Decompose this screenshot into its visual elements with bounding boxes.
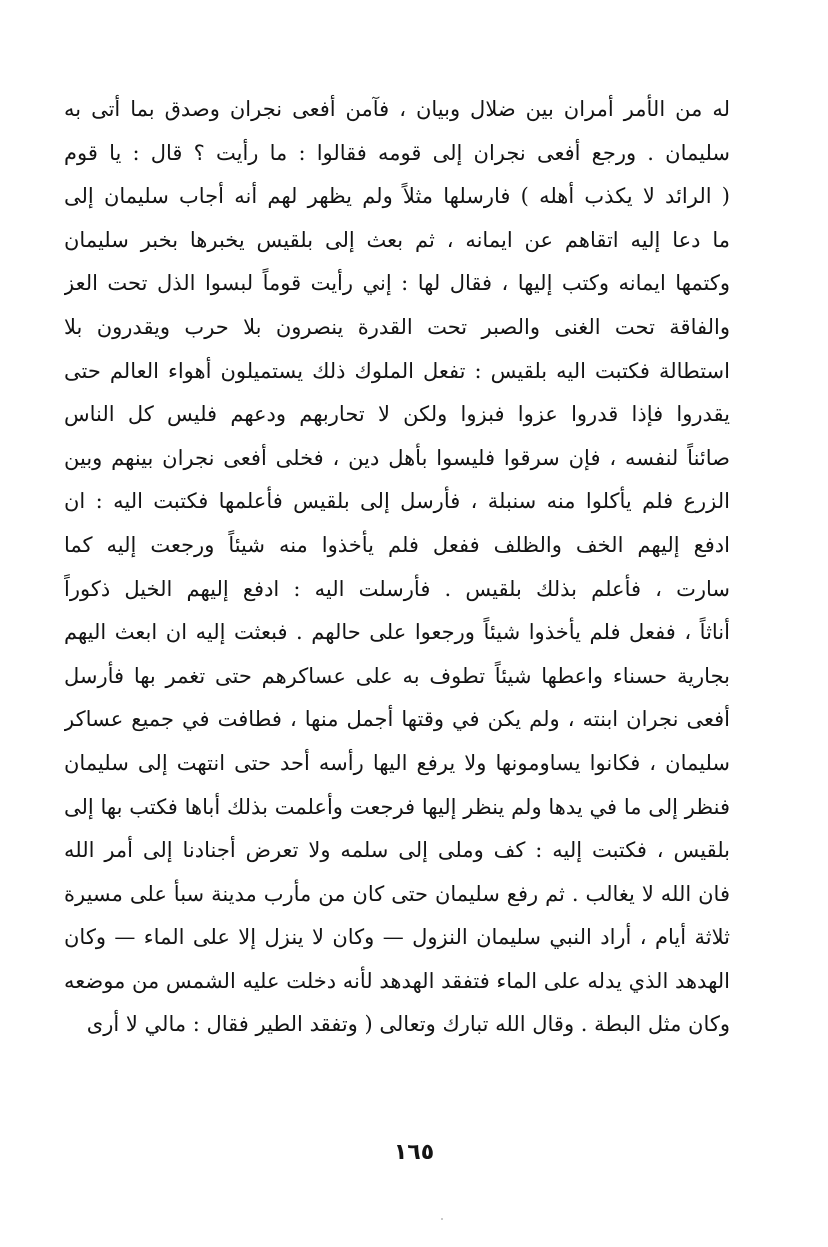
text-line: سليمان ، فكانوا يساومونها ولا يرفع اليها رأسه أحد حتى انتهت إلى سليمان (64, 750, 730, 775)
text-line: ما دعا إليه اتقاهم عن ايمانه ، ثم بعث إلى بلقيس يخبرها بخبر سليمان (64, 227, 730, 252)
body-text (64, 88, 730, 1047)
text-line: استطالة فكتبت اليه بلقيس : تفعل الملوك ذلك يستميلون أهواء العالم حتى (64, 358, 730, 383)
text-line: ثلاثة أيام ، أراد النبي سليمان النزول — وكان لا ينزل إلا على الماء — وكان (64, 925, 730, 950)
text-line: فان الله لا يغالب . ثم رفع سليمان حتى كان من مأرب مدينة سبأ على مسيرة (64, 881, 730, 906)
text-line: له من الأمر أمران بين ضلال وبيان ، فآمن أفعى نجران وصدق بما أتى به (64, 97, 730, 121)
text-line: يقدروا فإذا قدروا عزوا فبزوا ولكن لا تحاربهم ودعهم فليس كل الناس (64, 402, 730, 427)
text-line: وكان مثل البطة . وقال الله تبارك وتعالى ( وتفقد الطير فقال : مالي لا أرى (86, 1012, 730, 1037)
text-line: بجارية حسناء واعطها شيئاً تطوف به على عساكرهم حتى تغمر بها فأرسل (64, 663, 730, 688)
text-line: فنظر إلى ما في يدها ولم ينظر إليها فرجعت وأعلمت بذلك أباها فكتب بها إلى (64, 794, 730, 819)
text-line: ادفع إليهم الخف والظلف ففعل فلم يأخذوا منه شيئاً ورجعت إليه كما (64, 532, 730, 557)
scan-speck (441, 1218, 443, 1220)
page-number: ١٦٥ (393, 1140, 435, 1165)
text-line: الزرع فلم يأكلوا منه سنبلة ، فأرسل إلى بلقيس فأعلمها فكتبت اليه : ان (64, 489, 730, 514)
text-line: وكتمها ايمانه وكتب إليها ، فقال لها : إني رأيت قوماً لبسوا الذل تحت العز (64, 271, 730, 296)
text-line: أفعى نجران ابنته ، ولم يكن في وقتها أجمل منها ، فطافت في جميع عساكر (64, 707, 730, 732)
text-line: والفاقة تحت الغنى والصبر تحت القدرة ينصرون بلا حرب ويقدرون بلا (64, 314, 730, 339)
text-line: سارت ، فأعلم بذلك بلقيس . فأرسلت اليه : ادفع إليهم الخيل ذكوراً (64, 576, 730, 601)
text-line: سليمان . ورجع أفعى نجران إلى قومه فقالوا : ما رأيت ؟ قال : يا قوم (64, 140, 730, 165)
text-line: أناثاً ، ففعل فلم يأخذوا شيئاً ورجعوا على حالهم . فبعثت إليه ان ابعث اليهم (64, 620, 730, 645)
text-line: بلقيس ، فكتبت إليه : كف وملى إلى سلمه ولا تعرض أجنادنا إلى أمر الله (64, 838, 730, 863)
text-line: صائناً لنفسه ، فإن سرقوا فليسوا بأهل دين ، فخلى أفعى نجران بينهم وبين (64, 445, 730, 470)
text-line: ( الرائد لا يكذب أهله ) فارسلها مثلاً ولم يظهر لهم أنه أجاب سليمان إلى (64, 184, 730, 209)
text-line: الهدهد الذي يدله على الماء فتفقد الهدهد لأنه دخلت عليه الشمس من موضعه (64, 968, 730, 993)
